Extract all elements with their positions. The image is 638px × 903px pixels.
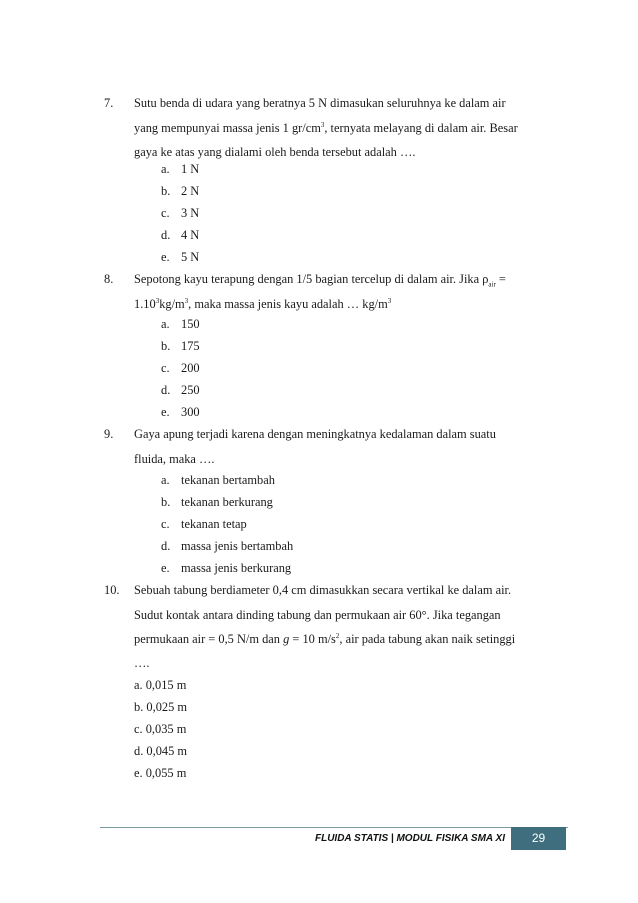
option-10b: b. 0,025 m xyxy=(134,700,188,714)
option-9c: c. tekanan tetap xyxy=(161,517,247,531)
option-7a: a. 1 N xyxy=(161,162,200,176)
question-text-line: Sutu benda di udara yang beratnya 5 N dimasukan seluruhnya ke dalam air xyxy=(134,96,506,110)
option-9a: a. tekanan bertambah xyxy=(161,473,275,487)
question-text-line: gaya ke atas yang dialami oleh benda tersebut adalah …. xyxy=(134,145,416,159)
question-text-line: permukaan air = 0,5 N/m dan g = 10 $m/s^2$, air pada tabung akan naik setinggi xyxy=(134,631,516,646)
option-10d: d. 0,045 m xyxy=(134,744,188,758)
footer-divider xyxy=(100,827,568,828)
option-8d: d. 250 xyxy=(161,383,200,397)
option-9d: d. massa jenis bertambah xyxy=(161,539,294,553)
option-9e: e. massa jenis berkurang xyxy=(161,561,292,575)
option-10e: e. 0,055 m xyxy=(134,766,187,780)
question-number: 10. xyxy=(104,583,120,597)
question-text-line: Sebuah tabung berdiameter 0,4 cm dimasukkan secara vertikal ke dalam air. xyxy=(134,583,512,597)
question-text-line: Sepotong kayu terapung dengan 1/5 bagian tercelup di dalam air. Jika $\rho_{air}$ = xyxy=(134,272,506,289)
option-9b: b. tekanan berkurang xyxy=(161,495,273,509)
option-7b: b. 2 N xyxy=(161,184,200,198)
option-7c: c. 3 N xyxy=(161,206,200,220)
question-text-line: …. xyxy=(134,656,150,670)
option-8b: b. 175 xyxy=(161,339,200,353)
question-text-line: yang mempunyai massa jenis 1 $gr/cm^3$, ternyata melayang di dalam air. Besar xyxy=(134,120,518,135)
page-number: 29 xyxy=(511,827,566,850)
question-text-line: fluida, maka …. xyxy=(134,452,215,466)
option-10c: c. 0,035 m xyxy=(134,722,187,736)
option-8a: a. 150 xyxy=(161,317,200,331)
question-number: 8. xyxy=(104,272,114,286)
question-text-line: Sudut kontak antara dinding tabung dan permukaan air 60°. Jika tegangan xyxy=(134,608,501,622)
option-8c: c. 200 xyxy=(161,361,200,375)
question-text-line: Gaya apung terjadi karena dengan meningkatnya kedalaman dalam suatu xyxy=(134,427,496,441)
question-text-line: $1.10^3kg/m^3$, maka massa jenis kayu adalah … $kg/m^3$ xyxy=(134,296,392,311)
option-7d: d. 4 N xyxy=(161,228,200,242)
option-10a: a. 0,015 m xyxy=(134,678,187,692)
option-7e: e. 5 N xyxy=(161,250,200,264)
option-8e: e. 300 xyxy=(161,405,200,419)
question-number: 9. xyxy=(104,427,114,441)
footer-title: FLUIDA STATIS | MODUL FISIKA SMA XI xyxy=(314,833,505,844)
question-number: 7. xyxy=(104,96,114,110)
